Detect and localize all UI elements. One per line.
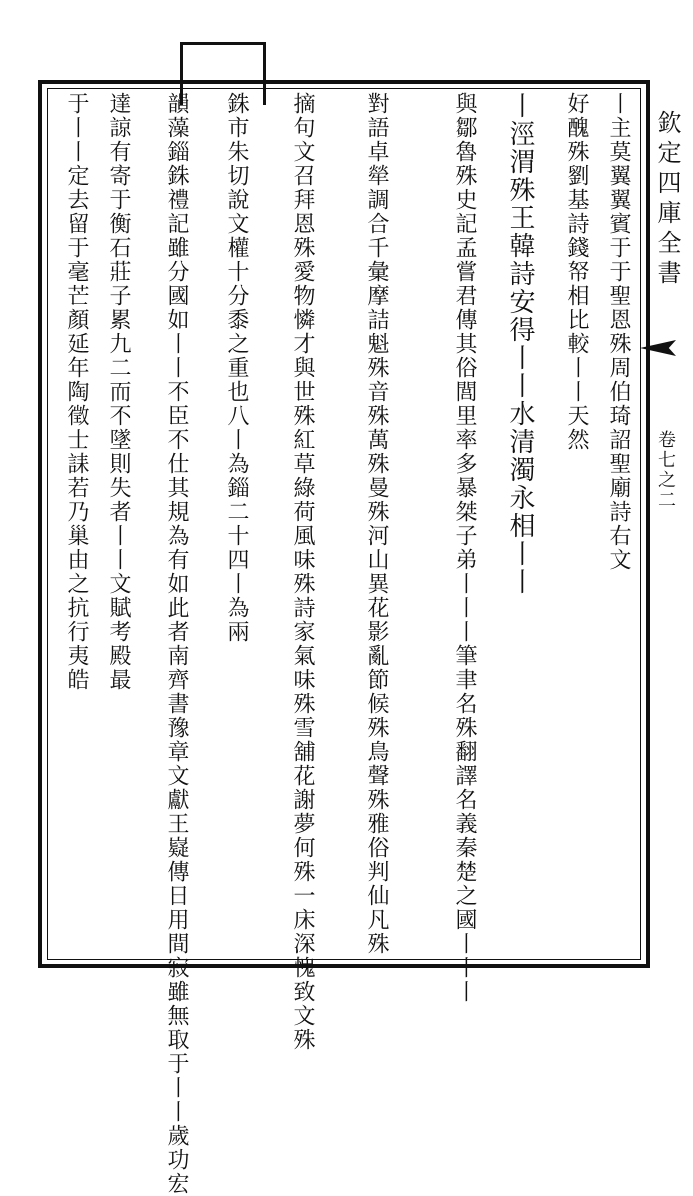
text-column-6: 摘句文召拜恩殊愛物憐才與世殊紅草綠荷風味殊詩家氣味殊雪舖花謝夢何殊一床深愧致文殊	[290, 92, 315, 1052]
book-title: 欽定四庫全書	[653, 110, 681, 290]
text-column-4: 與鄒魯殊史記孟嘗君傳其俗閭里率多暴桀子弟丨丨丨筆聿名殊翻譯名義秦楚之國丨丨丨	[452, 92, 477, 1004]
volume-label: 卷七之二	[655, 430, 676, 510]
text-column-8: 韻藻錙銖禮記雖分國如丨丨不臣不仕其規為有如此者南齊書豫章文獻王嶷傳日用間寂雖無取于丨丨歲功宏	[164, 92, 189, 1196]
text-column-2: 好醜殊劉基詩錢帑相比較丨丨天然	[564, 92, 589, 452]
text-column-7: 銖市朱切說文權十分黍之重也八丨為錙二十四丨為兩	[224, 92, 249, 644]
text-column-3: 丨涇渭殊王韓詩安得丨丨水清濁永相丨丨	[505, 92, 535, 596]
text-column-1: 丨主莫翼翼賓于于聖恩殊周伯琦詔聖廟詩右文	[606, 92, 631, 572]
text-column-9: 達諒有寄于衡石莊子累九二而不墜則失者丨丨文賦考殿最	[106, 92, 131, 692]
text-column-10: 于丨丨定去留于毫芒顏延年陶徵士誄若乃巢由之抗行夷皓	[64, 92, 89, 692]
text-column-5: 對語卓犖調合千彙摩詰魁殊音殊萬殊曼殊河山異花影亂節候殊鳥聲殊雅俗判仙凡殊	[364, 92, 389, 956]
